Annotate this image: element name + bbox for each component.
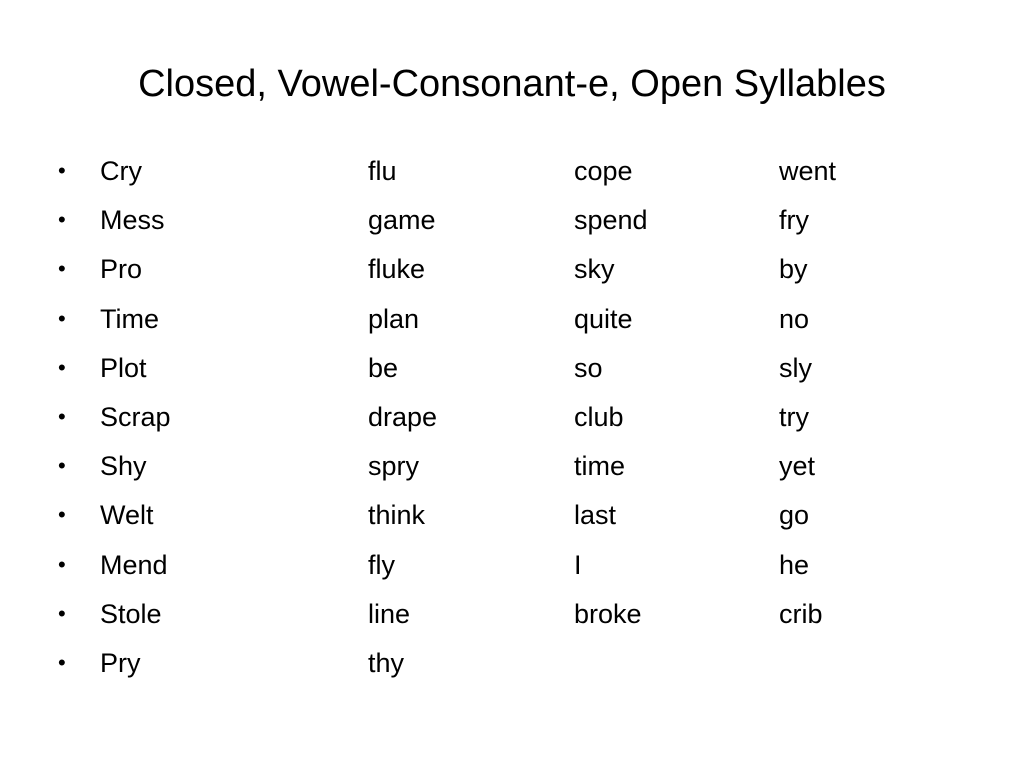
word: yet: [779, 451, 816, 482]
list-item: [0, 146, 1024, 195]
word: last: [574, 500, 617, 531]
list-item: [0, 244, 1024, 293]
word: crib: [779, 598, 823, 629]
bullet-icon: •: [58, 354, 66, 380]
word: Shy: [100, 451, 147, 482]
word: thy: [368, 647, 405, 678]
word: Stole: [100, 598, 162, 629]
word: sly: [779, 352, 812, 383]
slide-title: Closed, Vowel-Consonant-e, Open Syllables: [138, 63, 886, 105]
word: go: [779, 500, 810, 531]
word: Pro: [100, 254, 143, 285]
word: try: [779, 401, 809, 432]
word: Welt: [100, 500, 154, 531]
word: sky: [574, 254, 615, 285]
list-item: [0, 490, 1024, 539]
word: fly: [368, 549, 395, 580]
list-item: [0, 392, 1024, 441]
bullet-icon: •: [58, 207, 66, 233]
bullet-icon: •: [58, 453, 66, 479]
word: spend: [574, 205, 648, 236]
word: by: [779, 254, 808, 285]
word: time: [574, 451, 626, 482]
word: spry: [368, 451, 420, 482]
list-item: [0, 343, 1024, 392]
word: be: [368, 352, 399, 383]
word: cope: [574, 156, 633, 186]
bullet-icon: •: [58, 158, 66, 183]
word: flu: [368, 156, 397, 186]
word: fluke: [368, 254, 426, 285]
word-list: [0, 146, 1024, 687]
word: fry: [779, 205, 809, 236]
list-item: [0, 638, 1024, 687]
word: club: [574, 401, 624, 432]
word: line: [368, 598, 411, 629]
bullet-icon: •: [58, 305, 66, 331]
list-item: [0, 540, 1024, 589]
word: Cry: [100, 156, 142, 186]
word: Plot: [100, 352, 147, 383]
bullet-icon: •: [58, 600, 66, 626]
list-item: [0, 441, 1024, 490]
list-item: [0, 195, 1024, 244]
word: so: [574, 352, 603, 383]
bullet-icon: •: [58, 256, 66, 282]
word: Mend: [100, 549, 168, 580]
list-item: [0, 589, 1024, 638]
word: think: [368, 500, 426, 531]
word: went: [779, 156, 837, 186]
word: no: [779, 303, 810, 334]
word: game: [368, 205, 436, 236]
word: quite: [574, 303, 633, 334]
bullet-icon: •: [58, 502, 66, 528]
list-item: [0, 294, 1024, 343]
bullet-icon: •: [58, 403, 66, 429]
word: broke: [574, 598, 642, 629]
word: plan: [368, 303, 420, 334]
word: Scrap: [100, 401, 171, 432]
word: Time: [100, 303, 159, 334]
word: I: [574, 549, 582, 580]
bullet-icon: •: [58, 649, 66, 675]
bullet-icon: •: [58, 551, 66, 577]
word: Pry: [100, 647, 141, 678]
word: drape: [368, 401, 438, 432]
word: he: [779, 549, 810, 580]
word: Mess: [100, 205, 165, 236]
